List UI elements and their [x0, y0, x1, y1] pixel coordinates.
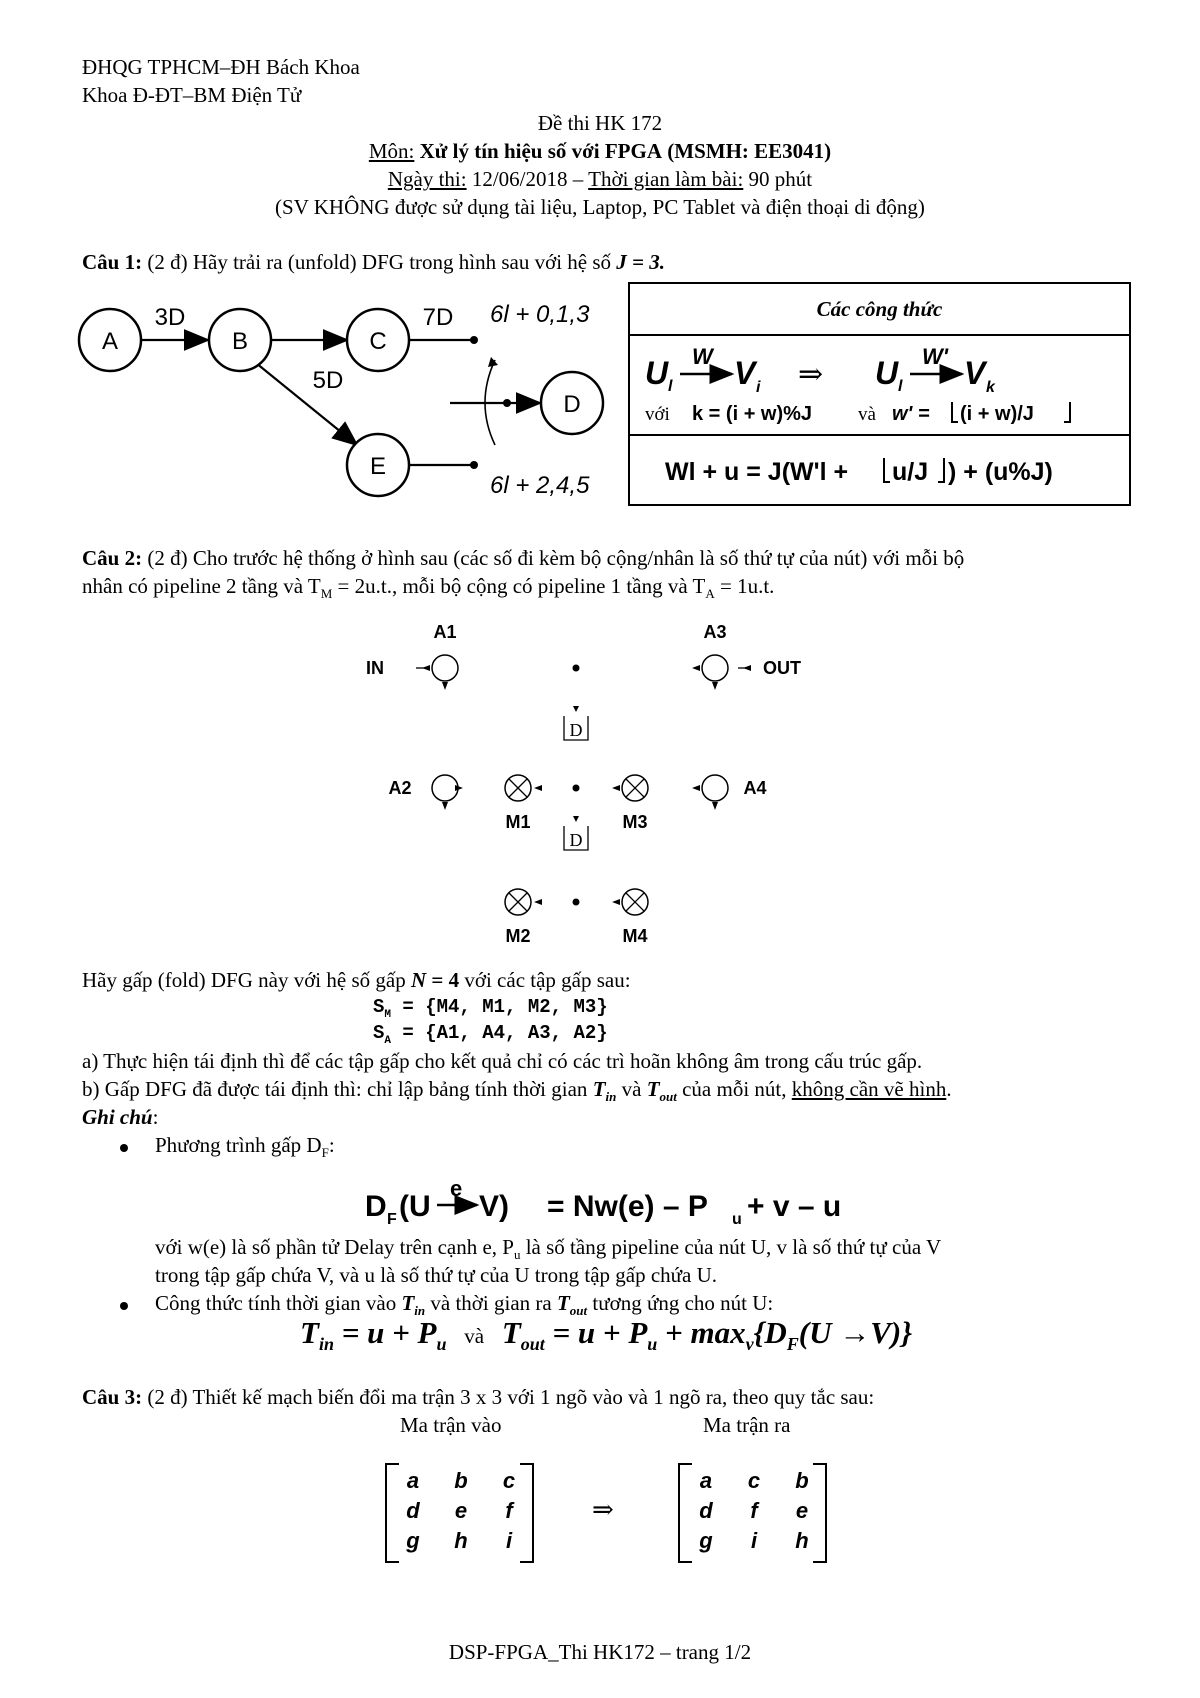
f2-floor-left	[884, 458, 890, 482]
out-cell: c	[747, 1468, 761, 1493]
multiplier-m3	[622, 775, 648, 801]
in-label: IN	[366, 658, 384, 678]
part-b-text: b) Gấp DFG đã được tái định thì: chỉ lập bảng tính thời gian	[82, 1077, 588, 1101]
date-line	[0, 167, 1200, 192]
part-b-and: và	[621, 1077, 642, 1101]
output-matrix-title: Ma trận ra	[703, 1413, 791, 1437]
part-b	[82, 1077, 952, 1105]
exam-note: (SV KHÔNG được sử dụng tài liệu, Laptop, PC Tablet và điện thoại di động)	[275, 195, 925, 219]
f1-k-eq: k = (i + w)%J	[692, 403, 813, 425]
fold-text-c: với các tập gấp sau:	[464, 968, 631, 992]
date-label: Ngày thi:	[387, 167, 467, 191]
part-a: a) Thực hiện tái định thì để các tập gấp cho kết quả chỉ có các trì hoãn không âm trong cấu trúc gấp.	[82, 1049, 923, 1073]
fold-eq-right: = Nw(e) – P	[547, 1190, 708, 1223]
floor-left-bracket	[952, 402, 958, 422]
q1-factor: J = 3.	[616, 250, 665, 274]
multiplier-m4	[622, 889, 648, 915]
q2-label: Câu 2:	[82, 546, 143, 570]
f2-floor-right	[938, 458, 944, 482]
e-time-label: 6l + 2,4,5	[490, 472, 590, 499]
tin-eq: = u + P	[341, 1315, 437, 1350]
edge-bc-delay: 7D	[422, 304, 454, 331]
fold-eq-e: e	[450, 1176, 463, 1201]
fold-eq-explain-2: trong tập gấp chứa V, và u là số thứ tự của U trong tập gấp chứa U.	[155, 1263, 718, 1287]
input-matrix-title: Ma trận vào	[400, 1413, 502, 1437]
fold-equation	[365, 1172, 885, 1232]
q1-label: Câu 1:	[82, 250, 143, 274]
q2-prompt-line1	[82, 546, 964, 571]
q3-label: Câu 3:	[82, 1385, 143, 1409]
f1-u-left-sub: l	[668, 378, 673, 395]
a4-label: A4	[743, 778, 767, 798]
a1-label: A1	[433, 622, 457, 642]
m1-label: M1	[505, 812, 531, 832]
fold-eq-d: D	[365, 1190, 387, 1223]
formula-row-2	[630, 436, 1129, 504]
in-cell: f	[505, 1498, 513, 1523]
transform-arrow: ⇒	[592, 1495, 614, 1524]
m4-label: M4	[622, 926, 648, 946]
switch-arrow	[488, 357, 498, 367]
f2-right: ) + (u%J)	[948, 458, 1053, 486]
set-a-sub: A	[384, 1034, 392, 1047]
page-footer: DSP-FPGA_Thi HK172 – trang 1/2	[448, 1640, 752, 1664]
input-matrix	[389, 1466, 533, 1556]
subject-label: Môn:	[368, 139, 415, 163]
f1-u-right-sub: l	[898, 378, 903, 395]
f1-v-left: V	[734, 355, 756, 391]
out-cell: d	[699, 1498, 713, 1523]
in-cell: b	[454, 1468, 468, 1493]
formula-row-1	[630, 336, 1129, 436]
date-value: 12/06/2018 –	[471, 167, 584, 191]
set-a-line	[373, 1022, 608, 1047]
subject-name: Xử lý tín hiệu số với FPGA	[419, 139, 663, 163]
junction-bottom	[573, 899, 580, 906]
f2-left: Wl + u = J(W'l +	[665, 458, 849, 486]
adder-a4	[702, 775, 728, 801]
out-cell: g	[699, 1528, 713, 1553]
multiplier-m1	[505, 775, 531, 801]
junction-mid	[573, 785, 580, 792]
in-cell: c	[502, 1468, 516, 1493]
f1-v-right: V	[964, 355, 986, 391]
timing-equations: $T_{in} = u + P_u$ và $T_{out} = u + P_u + \max_v\{D_F(U \to V)\}$	[300, 1315, 913, 1355]
f1-v-left-sub: i	[756, 379, 761, 396]
set-a-values: = {A1, A4, A3, A2}	[402, 1022, 608, 1044]
node-a-label: A	[101, 328, 119, 355]
f1-u-left: U	[645, 355, 669, 391]
edge-ab-delay: 3D	[154, 304, 186, 331]
in-cell: a	[406, 1468, 420, 1493]
q2-sub-a: A	[705, 586, 715, 602]
time-label: Thời gian làm bài:	[588, 167, 744, 191]
in-cell: h	[454, 1528, 468, 1553]
q1-prompt	[82, 250, 665, 275]
tin-symbol: T	[300, 1315, 319, 1350]
adder-a2	[432, 775, 458, 801]
delay-box-2-label: D	[569, 830, 583, 850]
out-cell: i	[750, 1528, 758, 1553]
fold-instruction	[82, 968, 631, 993]
in-cell: d	[406, 1498, 420, 1523]
fold-text-a: Hãy gấp (fold) DFG này với hệ số gấp	[82, 968, 406, 992]
edge-be-delay: 5D	[312, 367, 344, 394]
out-cell: e	[795, 1498, 809, 1523]
subject-line	[0, 139, 1200, 164]
university-name: ĐHQG TPHCM–ĐH Bách Khoa	[82, 55, 360, 79]
f1-with: với	[645, 404, 670, 425]
f1-w-eq-left: w' =	[892, 403, 930, 425]
node-d-label: D	[563, 391, 581, 418]
out-cell: a	[699, 1468, 713, 1493]
set-a-label: S	[373, 1022, 385, 1044]
part-b-tout: $T_{out}$	[646, 1077, 677, 1105]
node-c-label: C	[369, 328, 387, 355]
fold-eq-pu-sub: u	[732, 1211, 742, 1228]
part-b-tin: $T_{in}$	[592, 1077, 617, 1105]
out-cell: b	[795, 1468, 809, 1493]
q3-text: (2 đ) Thiết kế mạch biến đổi ma trận 3 x 3 với 1 ngõ vào và 1 ngõ ra, theo quy tắc sau:	[147, 1385, 875, 1409]
floor-right-bracket	[1064, 402, 1070, 422]
timing-caption: Công thức tính thời gian vào $T_{in}$ và thời gian ra $T_{out}$ tương ứng cho nút U:	[155, 1291, 774, 1319]
q2-prompt-line2	[82, 574, 774, 602]
fold-eq-caption: Phương trình gấp $D_F$:	[155, 1133, 335, 1161]
multiplier-m2	[505, 889, 531, 915]
a2-label: A2	[388, 778, 412, 798]
out-cell: f	[750, 1498, 758, 1523]
unfold-formula	[630, 336, 1129, 434]
fold-eq-u: (U	[399, 1190, 431, 1223]
q2-text2a: nhân có pipeline 2 tầng và T	[82, 574, 321, 598]
q2-text2c: = 1u.t.	[714, 574, 775, 598]
in-cell: e	[454, 1498, 468, 1523]
node-b-label: B	[231, 328, 249, 355]
set-m-sub: M	[384, 1008, 392, 1021]
d-input-dot	[503, 399, 511, 407]
adder-a3	[702, 655, 728, 681]
f2-mid: u/J	[892, 458, 929, 486]
f1-u-right: U	[875, 355, 899, 391]
fold-n-value: = 4	[431, 968, 460, 992]
exam-title: Đề thi HK 172	[537, 111, 663, 135]
fold-eq-f: F	[387, 1211, 397, 1228]
junction-top	[573, 665, 580, 672]
out-cell: h	[795, 1528, 809, 1553]
f1-w-left: W	[692, 344, 713, 369]
c-output-dot	[470, 336, 478, 344]
q1-dfg-diagram	[70, 285, 670, 515]
a3-label: A3	[703, 622, 727, 642]
subject-code: (MSMH: EE3041)	[667, 139, 832, 163]
index-formula	[630, 436, 1129, 504]
fold-eq-explain-1: với w(e) là số phần tử Delay trên cạnh e, $P_u$ là số tầng pipeline của nút U, v là số thứ tự của V	[155, 1235, 942, 1263]
q3-prompt	[82, 1385, 874, 1410]
bullet-2	[120, 1302, 128, 1310]
tout-symbol: T	[501, 1315, 521, 1350]
delay-box-1-label: D	[569, 720, 583, 740]
f1-w-right: W'	[922, 344, 948, 369]
faculty-name: Khoa Đ-ĐT–BM Điện Tử	[82, 83, 302, 107]
f1-implies: ⇒	[798, 358, 824, 391]
c-time-label: 6l + 0,1,3	[490, 301, 590, 328]
q2-system-diagram	[350, 620, 850, 950]
q2-text2b: = 2u.t., mỗi bộ cộng có pipeline 1 tầng và T	[332, 574, 706, 598]
f1-w-eq-right: (i + w)/J	[960, 403, 1034, 425]
e-output-dot	[470, 461, 478, 469]
set-m-values: = {M4, M1, M2, M3}	[402, 996, 608, 1018]
out-label: OUT	[763, 658, 801, 678]
formula-box	[628, 282, 1131, 506]
set-m-line	[373, 996, 608, 1021]
set-m-label: S	[373, 996, 385, 1018]
m3-label: M3	[622, 812, 648, 832]
delay-box-2	[564, 826, 588, 850]
timing-and: và	[464, 1324, 485, 1348]
in-cell: i	[505, 1528, 513, 1553]
fold-eq-end: + v – u	[747, 1190, 842, 1223]
q1-text: (2 đ) Hãy trải ra (unfold) DFG trong hình sau với hệ số	[147, 250, 612, 274]
node-e-label: E	[369, 453, 387, 480]
delay-box-1	[564, 716, 588, 740]
fold-eq-v: V)	[479, 1190, 509, 1223]
part-b-period: .	[946, 1077, 952, 1101]
adder-a1	[432, 655, 458, 681]
bullet-1	[120, 1144, 128, 1152]
m2-label: M2	[505, 926, 531, 946]
fold-n: N	[410, 968, 427, 992]
time-value: 90 phút	[748, 167, 813, 191]
part-b-no-drawing: không cần vẽ hình	[791, 1077, 947, 1101]
tout-eq: = u + P	[552, 1315, 648, 1350]
in-cell: g	[406, 1528, 420, 1553]
q2-text1: (2 đ) Cho trước hệ thống ở hình sau (các số đi kèm bộ cộng/nhân là số thứ tự của nút) với mỗi bộ	[147, 546, 965, 570]
f1-v-right-sub: k	[986, 379, 995, 396]
q2-sub-m: M	[320, 586, 333, 602]
note-heading: Ghi chú:	[82, 1105, 159, 1129]
formula-box-title: Các công thức	[630, 284, 1129, 336]
part-b-each-node: của mỗi nút,	[682, 1077, 787, 1101]
output-matrix	[682, 1466, 826, 1556]
f1-and: và	[858, 404, 876, 425]
